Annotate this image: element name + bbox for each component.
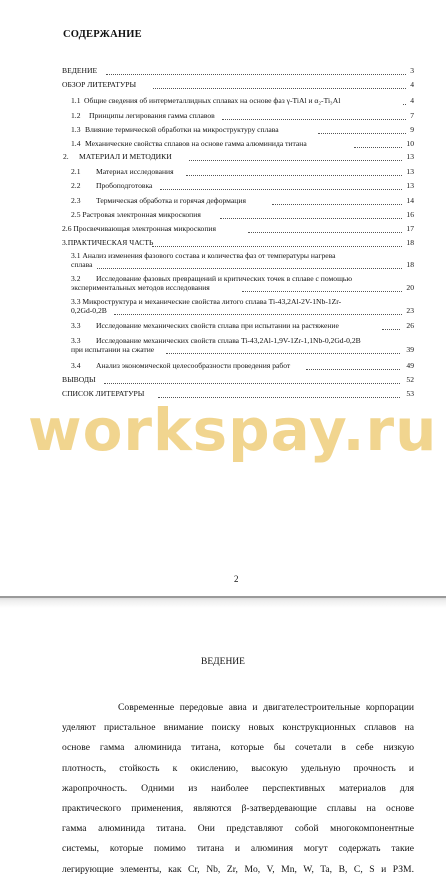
toc-entry-number: 3.4 bbox=[71, 361, 81, 370]
toc-entry-number: 2.2 bbox=[71, 181, 81, 190]
toc-leader bbox=[318, 125, 406, 134]
toc-entry-page: 13 bbox=[406, 181, 414, 190]
toc-leader bbox=[222, 111, 406, 120]
toc-entry-text: Механические свойства сплавов на основе гамма алюминида титана bbox=[85, 139, 307, 148]
toc-entry-page: 17 bbox=[406, 224, 414, 233]
toc-leader bbox=[97, 260, 402, 269]
paragraph-line: Современные передовые авиа и двигателестроительные корпорации bbox=[118, 702, 414, 713]
toc-entry-number: 3.3 bbox=[71, 336, 81, 345]
toc-entry-text: Общие сведения об интерметаллидных сплавах на основе фаз γ-TiAl и α₂-Ti₃Al bbox=[84, 96, 341, 105]
toc-entry-text-cont: при испытании на сжатие bbox=[71, 345, 155, 354]
toc-entry-text: Пробоподготовка bbox=[96, 181, 153, 190]
toc-leader bbox=[189, 152, 402, 161]
toc-entry-text: Исследование механических свойств сплава Ti-43,2Al-1,9V-1Zr-1,1Nb-0,2Gd-0,2B bbox=[96, 336, 361, 345]
watermark: workspay.ru bbox=[28, 396, 438, 464]
toc-entry-text: 3.1 Анализ изменения фазового состава и количества фаз от температуры нагрева bbox=[71, 251, 336, 260]
toc-entry-text: Влияние термической обработки на микроструктуру сплава bbox=[85, 125, 279, 134]
toc-entry-number: 1.3 bbox=[71, 125, 81, 134]
toc-entry-page: 49 bbox=[406, 361, 414, 370]
toc-entry-page: 53 bbox=[406, 389, 414, 398]
paragraph-line: уделяют пристальное внимание поиску новых конструкционных сплавов на bbox=[62, 722, 414, 734]
toc-entry[interactable] bbox=[62, 336, 414, 356]
paragraph-line: жаропрочность. Одними из наиболее перспективных материалов для bbox=[62, 782, 414, 794]
toc-leader bbox=[166, 345, 400, 354]
toc-leader bbox=[354, 139, 402, 148]
toc-leader bbox=[403, 96, 406, 105]
toc-entry-text: Принципы легирования гамма сплавов bbox=[89, 111, 215, 120]
toc-entry-text: ВЕДЕНИЕ bbox=[62, 66, 98, 75]
toc-title: СОДЕРЖАНИЕ bbox=[63, 29, 142, 40]
toc-entry-text-cont: экспериментальных методов исследования bbox=[71, 283, 210, 292]
toc-entry-page: 7 bbox=[410, 111, 414, 120]
toc-leader bbox=[248, 224, 402, 233]
toc-entry-page: 3 bbox=[410, 66, 414, 75]
toc-leader bbox=[186, 167, 402, 176]
toc-entry-page: 18 bbox=[406, 238, 414, 247]
toc-entry-text: Исследование механических свойств сплава при испытании на растяжение bbox=[96, 321, 339, 330]
toc-entry-page: 4 bbox=[410, 80, 414, 89]
paragraph-line: основе гамма алюминида титана, которые бы сочетали в себе низкую bbox=[62, 742, 414, 754]
toc-entry-text: ОБЗОР ЛИТЕРАТУРЫ bbox=[62, 80, 137, 89]
toc-leader bbox=[306, 361, 400, 370]
toc-entry-text-cont: сплава bbox=[71, 260, 93, 269]
toc-leader bbox=[106, 66, 406, 75]
toc-leader bbox=[382, 321, 400, 330]
section-title: ВЕДЕНИЕ bbox=[201, 657, 245, 667]
toc-entry-page: 52 bbox=[406, 375, 414, 384]
toc-entry-text: ВЫВОДЫ bbox=[62, 375, 96, 384]
paragraph-line: плотность, стойкость к окислению, высокую удельную прочность и bbox=[62, 762, 414, 774]
toc-leader bbox=[242, 283, 402, 292]
toc-entry-number: 1.4 bbox=[71, 139, 81, 148]
toc-entry-text: 2.6 Просвечивающая электронная микроскопия bbox=[62, 224, 216, 233]
toc-entry-page: 13 bbox=[406, 167, 414, 176]
toc-entry-page: 23 bbox=[406, 306, 414, 315]
toc-entry-text-cont: 0,2Gd-0,2B bbox=[71, 306, 107, 315]
toc-entry-text: МАТЕРИАЛ И МЕТОДИКИ bbox=[79, 152, 172, 161]
toc-entry-page: 9 bbox=[410, 125, 414, 134]
toc-entry-number: 2.3 bbox=[71, 196, 81, 205]
intro-paragraph bbox=[62, 698, 414, 880]
toc-entry-text: СПИСОК ЛИТЕРАТУРЫ bbox=[62, 389, 145, 398]
toc-entry-text: Анализ экономической целесообразности проведения работ bbox=[96, 361, 291, 370]
paragraph-line: легирующие элементы, как Cr, Nb, Zr, Mo, V, Mn, W, Ta, B, C, S и РЗМ. bbox=[62, 863, 414, 875]
toc-entry-page: 14 bbox=[406, 196, 414, 205]
toc-entry[interactable] bbox=[62, 274, 414, 294]
paragraph-line: практического применения, являются β-затвердевающие сплавы на основе bbox=[62, 803, 414, 815]
toc-entry-page: 16 bbox=[406, 210, 414, 219]
toc-entry[interactable] bbox=[62, 251, 414, 271]
toc-entry-text: Исследование фазовых превращений и критических точек в сплаве с помощью bbox=[96, 274, 353, 283]
toc-leader bbox=[104, 375, 400, 384]
toc-leader bbox=[153, 80, 406, 89]
toc-entry-text: Материал исследования bbox=[96, 167, 174, 176]
toc-leader bbox=[152, 238, 402, 247]
toc-entry-page: 39 bbox=[406, 345, 414, 354]
toc-leader bbox=[114, 306, 402, 315]
toc-entry-number: 3.2 bbox=[71, 274, 81, 283]
page-separator bbox=[0, 596, 446, 598]
toc-entry-page: 18 bbox=[406, 260, 414, 269]
toc-entry-text: 3.ПРАКТИЧЕСКАЯ ЧАСТЬ bbox=[62, 238, 154, 247]
toc-entry-text: 2.5 Растровая электронная микроскопия bbox=[71, 210, 201, 219]
toc-entry-page: 13 bbox=[406, 152, 414, 161]
toc-entry-number: 2. bbox=[63, 152, 69, 161]
toc-leader bbox=[272, 196, 402, 205]
toc-entry[interactable] bbox=[62, 297, 414, 317]
page-number: 2 bbox=[234, 574, 239, 584]
toc-entry-page: 20 bbox=[406, 283, 414, 292]
toc-entry-text: Термическая обработка и горячая деформация bbox=[96, 196, 246, 205]
toc-entry-page: 4 bbox=[410, 96, 414, 105]
toc-entry-number: 1.1 bbox=[71, 96, 81, 105]
toc-leader bbox=[220, 210, 402, 219]
toc-entry-page: 10 bbox=[406, 139, 414, 148]
toc-entry-number: 1.2 bbox=[71, 111, 81, 120]
toc-entry-number: 3.3 bbox=[71, 321, 81, 330]
toc-entry-text: 3.3 Микроструктура и механические свойства литого сплава Ti-43,2Al-2V-1Nb-1Zr- bbox=[71, 297, 342, 306]
toc-entry-number: 2.1 bbox=[71, 167, 81, 176]
paragraph-line: гамма алюминида титана. Они представляют собой многокомпонентные bbox=[62, 823, 414, 835]
toc-entry-page: 26 bbox=[406, 321, 414, 330]
paragraph-line: системы, которые помимо титана и алюминия могут содержать такие bbox=[62, 843, 414, 855]
toc-leader bbox=[160, 181, 402, 190]
